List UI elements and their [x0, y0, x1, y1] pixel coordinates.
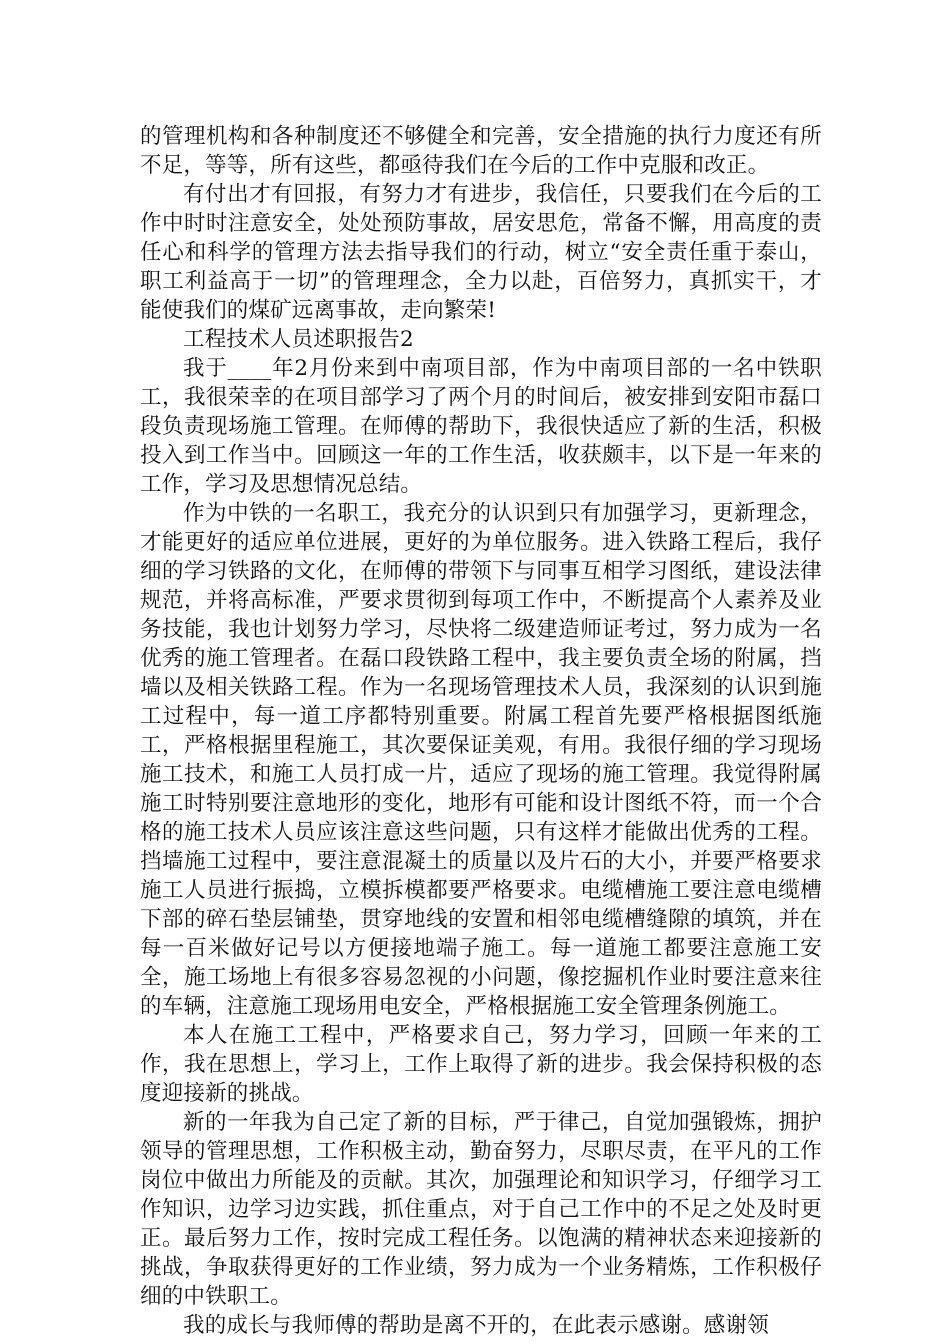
body-paragraph: 我的成长与我师傅的帮助是离不开的，在此表示感谢。感谢领 [183, 1313, 769, 1338]
body-paragraph: 本人在施工工程中，严格要求自己，努力学习，回顾一年来的工作，我在思想上，学习上，工作上取得了新的进步。我会保持积极的态度迎接新的挑战。 [140, 1023, 822, 1106]
section-heading: 工程技术人员述职报告2 [183, 327, 414, 352]
body-paragraph: 有付出才有回报，有努力才有进步，我信任，只要我们在今后的工作中时时注意安全，处处预防事故，居安思危，常备不懈，用高度的责任心和科学的管理方法去指导我们的行动，树立“安全责任重于泰山，职工利益高于一切”的管理理念，全力以赴，百倍努力，真抓实干，才能使我们的煤矿远离事故，走向繁荣! [140, 182, 822, 323]
body-paragraph: 我于____年2月份来到中南项目部，作为中南项目部的一名中铁职工，我很荣幸的在项目部学习了两个月的时间后，被安排到安阳市磊口段负责现场施工管理。在师傅的帮助下，我很快适应了新的生活，积极投入到工作当中。回顾这一年的工作生活，收获颇丰，以下是一年来的工作，学习及思想情况总结。 [140, 356, 822, 497]
continuation-paragraph: 的管理机构和各种制度还不够健全和完善，安全措施的执行力度还有所不足，等等，所有这些，都亟待我们在今后的工作中克服和改正。 [140, 124, 822, 178]
body-paragraph: 作为中铁的一名职工，我充分的认识到只有加强学习，更新理念，才能更好的适应单位进展，更好的为单位服务。进入铁路工程后，我仔细的学习铁路的文化，在师傅的带领下与同事互相学习图纸，建设法律规范，并将高标准，严要求贯彻到每项工作中，不断提高个人素养及业务技能，我也计划努力学习，尽快将二级建造师证考过，努力成为一名优秀的施工管理者。在磊口段铁路工程中，我主要负责全场的附属，挡墙以及相关铁路工程。作为一名现场管理技术人员，我深刻的认识到施工过程中，每一道工序都特别重要。附属工程首先要严格根据图纸施工，严格根据里程施工，其次要保证美观，有用。我很仔细的学习现场施工技术，和施工人员打成一片，适应了现场的施工管理。我觉得附属施工时特别要注意地形的变化，地形有可能和设计图纸不符，而一个合格的施工技术人员应该注意这些问题，只有这样才能做出优秀的工程。挡墙施工过程中，要注意混凝土的质量以及片石的大小，并要严格要求施工人员进行振捣，立模拆模都要严格要求。电缆槽施工要注意电缆槽下部的碎石垫层铺垫，贯穿地线的安置和相邻电缆槽缝隙的填筑，并在每一百米做好记号以方便接地端子施工。每一道施工都要注意施工安全，施工场地上有很多容易忽视的小问题，像挖掘机作业时要注意来往的车辆，注意施工现场用电安全，严格根据施工安全管理条例施工。 [140, 501, 822, 1019]
body-paragraph: 新的一年我为自己定了新的目标，严于律己，自觉加强锻炼，拥护领导的管理思想，工作积极主动，勤奋努力，尽职尽责，在平凡的工作岗位中做出力所能及的贡献。其次，加强理论和知识学习，仔细学习工作知识，边学习边实践，抓住重点，对于自己工作中的不足之处及时更正。最后努力工作，按时完成工程任务。以饱满的精神状态来迎接新的挑战，争取获得更好的工作业绩，努力成为一个业务精炼，工作积极仔细的中铁职工。 [140, 1110, 822, 1309]
document-body [140, 122, 822, 1340]
